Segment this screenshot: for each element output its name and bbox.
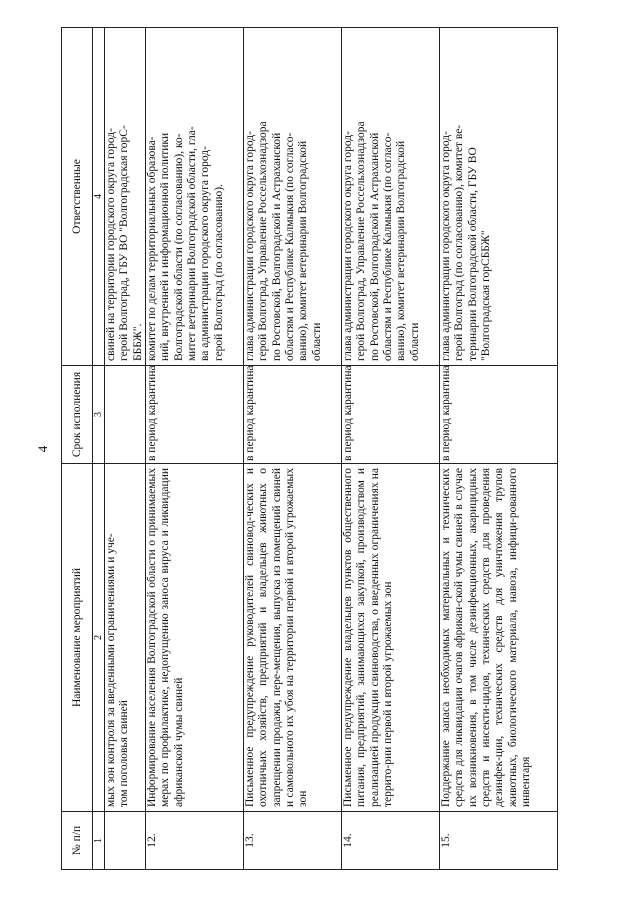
row-responsible: комитет по делам территориальных образова- ний, внутренней и информационной политики Волгоградской области (по согласованию), ко- митет ветеринарии Волгоградской области, гла- ва администрации городского округа город- герой Волгоград (по согласованию). <box>145 28 243 366</box>
row-activity: мых зон контроля за введенными ограничениями и уче- том поголовья свиней <box>105 464 146 812</box>
row-number: 14. <box>341 812 439 870</box>
row-responsible: глава администрации городского округа город- герой Волгоград, Управление Россельхознадзора по Ростовской, Волгоградской и Астраханской областям и Республике Калмыкия (по согласо- ванию), комитет ветеринарии Волгоградской области <box>341 28 439 366</box>
row-term: в период карантина <box>439 366 557 464</box>
row-term: в период карантина <box>341 366 439 464</box>
row-number: 12. <box>145 812 243 870</box>
row-responsible: глава администрации городского округа город- герой Волгоград, Управление Россельхознадзора по Ростовской, Волгоградской и Астраханской областям и Республике Калмыкия (по согласо- ванию), комитет ветеринарии Волгоградской области <box>243 28 341 366</box>
row-number <box>105 812 146 870</box>
row-responsible: свиней на территории городского округа город- герой Волгоград, ГБУ ВО "Волгоградская горС- БББЖ". <box>105 28 146 366</box>
table-row <box>439 28 557 870</box>
header-responsible: Ответственные <box>62 28 93 366</box>
row-activity: Поддержание запаса необходимых материальных и технических средств для ликвидации очагов африкан-ской чумы свиней в случае их возникновения, в том числе дезинфекционных, акарицидных средств и инсекти-цидов, технических средств для проведения дезинфек-ции, технических средств для уничтожения трупов животных, биологического материала, навоза, инфици-рованного инвентаря <box>439 464 557 812</box>
table-row <box>145 28 243 870</box>
column-numbers-row <box>93 28 105 870</box>
column-number: 2 <box>93 464 105 812</box>
table-row <box>105 28 146 870</box>
page-number: 4 <box>35 445 50 453</box>
rotated-content <box>35 28 595 870</box>
header-number: № п/п <box>62 812 93 870</box>
row-responsible: глава администрации городского округа город- герой Волгоград (по согласованию), комитет ве- теринарии Волгоградской области, ГБУ ВО "Волгоградская горСББЖ" <box>439 28 557 366</box>
table-row <box>341 28 439 870</box>
column-number: 1 <box>93 812 105 870</box>
table-row <box>243 28 341 870</box>
header-term: Срок исполнения <box>62 366 93 464</box>
row-number: 15. <box>439 812 557 870</box>
measures-table <box>61 27 558 870</box>
row-activity: Письменное предупреждение владельцев пунктов общественного питания, предприятий, занимающихся закупкой, производством и реализацией продукции свиноводства, о введенных ограничениях на террито-рии первой и второй угрожаемых зон <box>341 464 439 812</box>
column-number: 3 <box>93 366 105 464</box>
table-header-row <box>62 28 93 870</box>
row-term: в период карантина <box>145 366 243 464</box>
row-term <box>105 366 146 464</box>
row-activity: Письменное предупреждение руководителей свиновод-ческих и охотничьих хозяйств, предприятий и владельцев животных о запрещении продажи, пере-мещения, выпуска из помещений свиней и самовольного их убоя на территории первой и второй угрожаемых зон <box>243 464 341 812</box>
row-activity: Информирование населения Волгоградской области о принимаемых мерах по профилактике, недопущению заноса вируса и ликвидации африканской чумы свиней <box>145 464 243 812</box>
column-number: 4 <box>93 28 105 366</box>
header-activity: Наименование мероприятий <box>62 464 93 812</box>
row-term: в период карантина <box>243 366 341 464</box>
row-number: 13. <box>243 812 341 870</box>
